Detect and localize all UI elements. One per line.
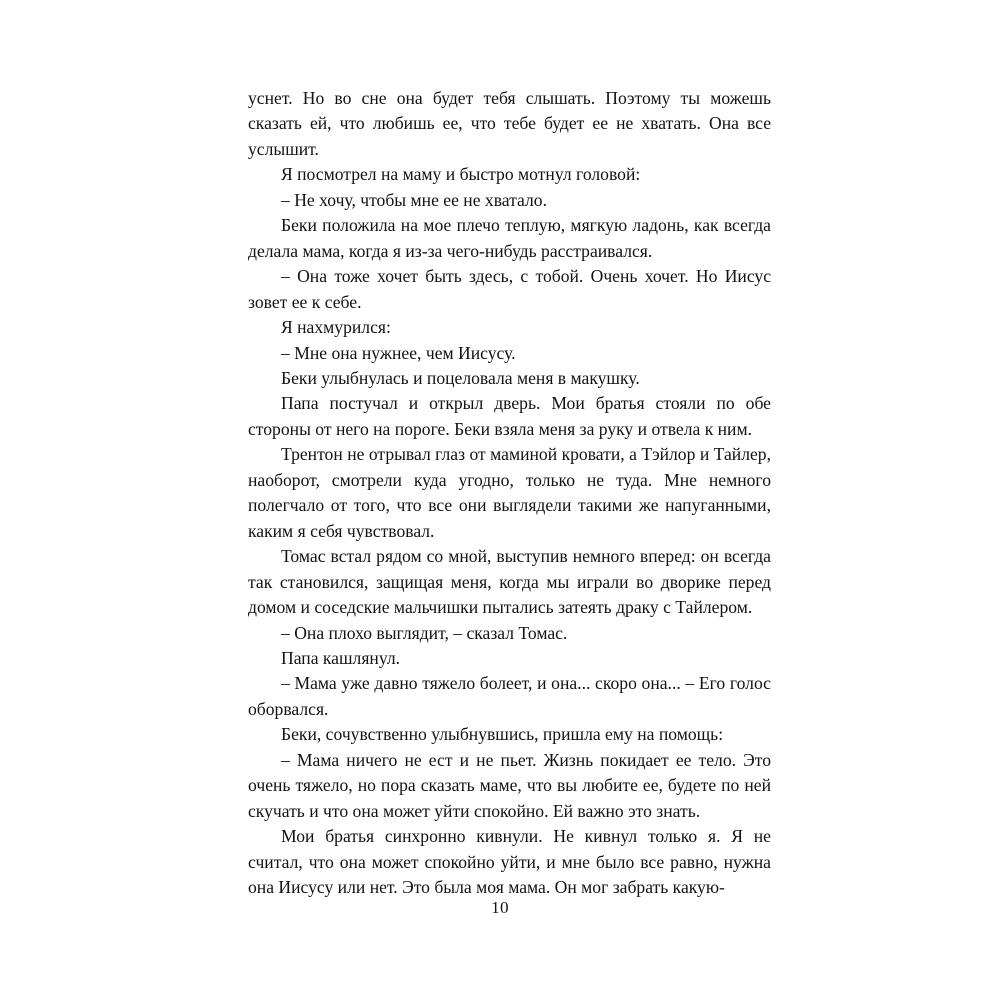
paragraph: Трентон не отрывал глаз от маминой кровати, а Тэйлор и Тайлер, наоборот, смотрели куда угодно, только не туда. Мне немного полегчало от того, что все они выглядели такими же напуганными, каким я себя чувствовал.: [248, 444, 776, 541]
paragraph: Папа кашлянул.: [281, 647, 401, 668]
paragraph: уснет. Но во сне она будет тебя слышать. Поэтому ты можешь сказать ей, что любишь ее, что тебе будет ее не хватать. Она все услышит.: [248, 88, 776, 159]
paragraph: Я посмотрел на маму и быстро мотнул головой:: [281, 164, 641, 185]
paragraph: Мои братья синхронно кивнули. Не кивнул только я. Я не считал, что она может спокойно уйти, и мне было все равно, нужна она Иисусу или нет. Это была моя мама. Он мог забрать какую-: [248, 826, 776, 898]
paragraph: Беки, сочувственно улыбнувшись, пришла ему на помощь:: [281, 724, 724, 745]
paragraph: Беки улыбнулась и поцеловала меня в макушку.: [281, 367, 640, 388]
paragraph: – Мама ничего не ест и не пьет. Жизнь покидает ее тело. Это очень тяжело, но пора сказать маме, что вы любите ее, будете по ней скучать и что она может уйти спокойно. Ей важно это знать.: [248, 749, 776, 821]
paragraph: – Мне она нужнее, чем Иисусу.: [281, 342, 516, 363]
page-text-body: [248, 86, 776, 901]
paragraph: Томас встал рядом со мной, выступив немного вперед: он всегда так становился, защищая меня, когда мы играли во дворике перед домом и соседские мальчишки пытались затеять драку с Тайлером.: [248, 546, 776, 618]
paragraph: – Не хочу, чтобы мне ее не хватало.: [281, 189, 547, 210]
paragraph: – Мама уже давно тяжело болеет, и она... скоро она... – Его голос оборвался.: [248, 673, 776, 719]
page-number: 10: [491, 898, 509, 917]
paragraph: Папа постучал и открыл дверь. Мои братья стояли по обе стороны от него на пороге. Беки взяла меня за руку и отвела к ним.: [248, 393, 776, 439]
paragraph: Беки положила на мое плечо теплую, мягкую ладонь, как всегда делала мама, когда я из-за чего-нибудь расстраивался.: [248, 215, 776, 261]
paragraph: – Она плохо выглядит, – сказал Томас.: [281, 622, 568, 643]
paragraph: Я нахмурился:: [281, 317, 391, 338]
paragraph: – Она тоже хочет быть здесь, с тобой. Очень хочет. Но Иисус зовет ее к себе.: [248, 266, 776, 312]
